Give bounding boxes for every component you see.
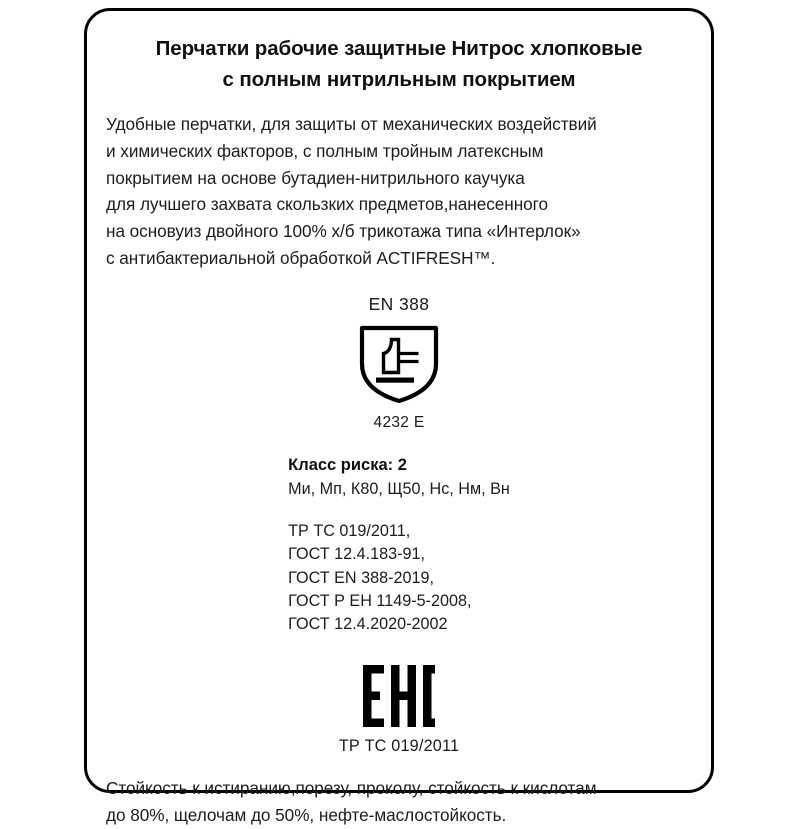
description-line-3: покрытием на основе бутадиен-нитрильного каучука: [106, 167, 525, 188]
en388-title: EN 388: [368, 293, 430, 314]
risk-and-standards-inner: [288, 454, 510, 637]
en388-performance-code: 4232 E: [373, 413, 425, 431]
standard-item: ТР ТС 019/2011,: [288, 521, 411, 540]
risk-and-standards-section: [103, 454, 695, 637]
description-line-6: с антибактериальной обработкой ACTIFRESH™.: [106, 247, 496, 268]
description-line-2: и химических факторов, с полным тройным латексным: [106, 140, 544, 161]
eac-conformity-mark: [363, 665, 435, 727]
standard-item: ГОСТ EN 388-2019,: [288, 568, 435, 587]
en388-section: [103, 294, 695, 432]
standard-item: ГОСТ 12.4.183-91,: [288, 545, 426, 564]
en388-shield-pictogram: [358, 324, 440, 404]
eac-mark-wrap: [103, 665, 695, 727]
footer-line-1: Стойкость к истиранию,порезу, проколу, стойкость к кислотам: [106, 777, 597, 798]
product-label-frame: [84, 8, 714, 825]
eac-section: [103, 665, 695, 756]
en388-pictogram-wrap: [103, 324, 695, 404]
label-content: [87, 11, 711, 825]
standard-item: ГОСТ Р ЕН 1149-5-2008,: [288, 592, 472, 610]
product-description: [103, 111, 695, 272]
description-line-4: для лучшего захвата скользких предметов,нанесенного: [106, 194, 549, 215]
description-line-1: Удобные перчатки, для защиты от механических воздействий: [106, 114, 597, 134]
title-line-1: Перчатки рабочие защитные Нитрос хлопковые: [155, 37, 643, 60]
footer-line-2: до 80%, щелочам до 50%, нефте-маслостойкость.: [106, 804, 507, 825]
page-title: [103, 33, 695, 95]
description-line-5: на основуиз двойного 100% х/б трикотажа типа «Интерлок»: [106, 221, 581, 242]
protection-codes: Ми, Мп, К80, Щ50, Нс, Нм, Вн: [288, 479, 510, 498]
resistance-footer: [103, 775, 695, 829]
eac-caption: ТР ТС 019/2011: [338, 736, 460, 755]
standards-list: [288, 520, 510, 637]
title-line-2: с полным нитрильным покрытием: [222, 68, 576, 91]
standard-item: ГОСТ 12.4.2020-2002: [288, 615, 448, 634]
risk-class-title: Класс риска: 2: [288, 455, 407, 474]
